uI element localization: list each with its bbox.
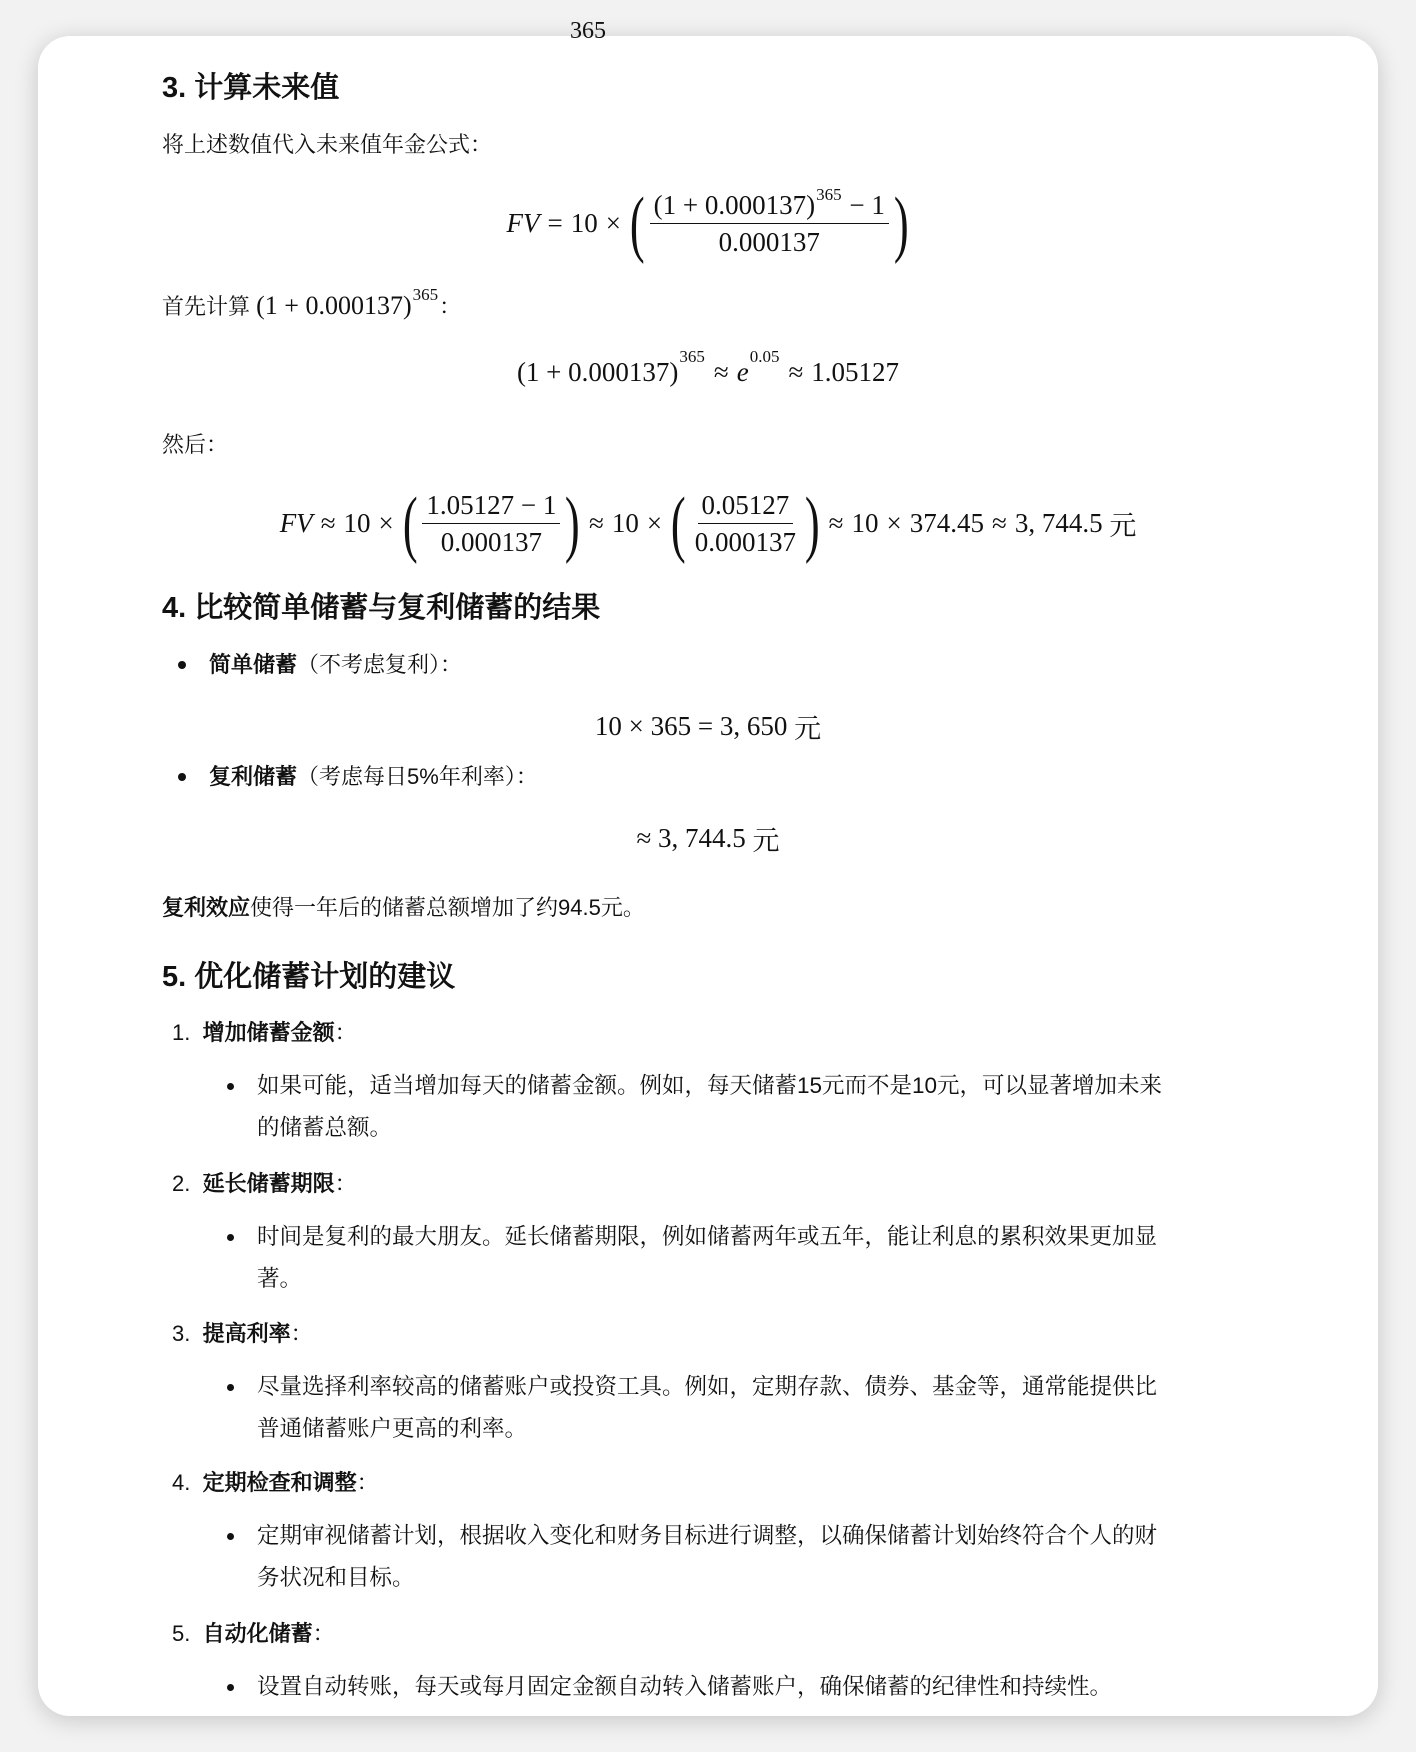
bullet-icon: [227, 1384, 234, 1391]
item-detail-line: 的储蓄总额。: [257, 1115, 393, 1140]
simple-formula: [38, 708, 1378, 744]
item-colon: ：: [356, 1470, 379, 1495]
intro-text: 将上述数值代入未来值年金公式：: [162, 132, 493, 157]
ten: 10: [611, 508, 639, 538]
approx: ≈: [320, 508, 336, 538]
suggestion-item: [172, 1619, 335, 1649]
times: ×: [886, 508, 902, 538]
bullet-icon: [227, 1083, 234, 1090]
eq: =: [547, 208, 563, 238]
exp: 365: [679, 347, 705, 367]
item-detail-line: 著。: [257, 1266, 303, 1291]
result: 1.05127: [811, 356, 900, 387]
simple-savings-item: [209, 650, 462, 680]
item-detail-line: 如果可能，适当增加每天的储蓄金额。例如，每天储蓄15元而不是10元，可以显著增加未来: [257, 1073, 1163, 1098]
simple-label: 简单储蓄: [209, 652, 298, 677]
item-colon: ：: [312, 1621, 335, 1646]
denominator: 0.000137: [718, 227, 820, 257]
section-4-heading: 4. 比较简单储蓄与复利储蓄的结果: [162, 592, 601, 624]
formula-exp: [38, 347, 1378, 394]
numerator-base: (1 + 0.000137): [653, 190, 816, 220]
numerator: 0.05127: [698, 489, 794, 524]
then-text: 然后：: [162, 432, 229, 457]
bullet-icon: [178, 661, 186, 669]
item-label: 增加储蓄金额: [202, 1020, 335, 1045]
paren-right: ): [565, 482, 581, 565]
base: (1 + 0.000137): [516, 356, 679, 387]
approx: ≈: [991, 508, 1007, 538]
denominator: 0.000137: [694, 527, 797, 557]
approx: ≈: [713, 356, 729, 387]
section-5-heading: 5. 优化储蓄计划的建议: [162, 961, 456, 993]
item-number: 3.: [172, 1321, 191, 1346]
paren-right: ): [804, 482, 820, 565]
section-3-heading: 3. 计算未来值: [162, 72, 340, 104]
item-detail-line: 定期审视储蓄计划，根据收入变化和财务目标进行调整，以确保储蓄计划始终符合个人的财: [257, 1523, 1158, 1548]
paren-left: (: [629, 182, 645, 265]
suggestion-item: [172, 1169, 357, 1199]
bullet-icon: [227, 1533, 234, 1540]
item-number: 4.: [172, 1470, 191, 1495]
compound-savings-item: [209, 762, 538, 792]
simple-note: （不考虑复利）：: [297, 652, 463, 677]
fraction: [650, 184, 889, 258]
item-detail-line: 尽量选择利率较高的储蓄账户或投资工具。例如，定期存款、债券、基金等，通常能提供比: [257, 1374, 1158, 1399]
unit: 元: [752, 825, 780, 856]
exponent: 365: [816, 184, 842, 204]
approx: ≈: [788, 356, 804, 387]
suggestion-item: [172, 1468, 379, 1498]
result: 3, 744.5: [1014, 508, 1103, 538]
fv-symbol: FV: [506, 208, 540, 238]
denominator: 0.000137: [440, 527, 543, 557]
cutoff-math: 365: [570, 18, 606, 44]
item-number: 2.: [172, 1171, 191, 1196]
first-calc-text: [162, 284, 462, 322]
first-expr: (1 + 0.000137): [256, 291, 412, 320]
ten: 10: [570, 208, 598, 238]
approx: ≈: [828, 508, 844, 538]
item-number: 5.: [172, 1621, 191, 1646]
suggestion-item: [172, 1319, 313, 1349]
formula-fv-result: [38, 476, 1378, 571]
item-colon: ：: [290, 1321, 313, 1346]
item-label: 延长储蓄期限: [202, 1171, 335, 1196]
unit: 元: [794, 713, 822, 744]
times: ×: [605, 208, 621, 238]
e-exp: 0.05: [749, 347, 780, 367]
fv-symbol: FV: [279, 508, 313, 538]
ten: 10: [851, 508, 879, 538]
item-detail-line: 设置自动转账，每天或每月固定金额自动转入储蓄账户，确保储蓄的纪律性和持续性。: [257, 1674, 1113, 1699]
item-detail-line: 时间是复利的最大朋友。延长储蓄期限，例如储蓄两年或五年，能让利息的累积效果更加显: [257, 1224, 1158, 1249]
item-label: 自动化储蓄: [202, 1621, 313, 1646]
effect-bold: 复利效应: [162, 895, 251, 920]
times: ×: [646, 508, 663, 538]
content-card: [38, 18, 1378, 1716]
compound-note: （考虑每日5%年利率）：: [297, 764, 538, 789]
suggestion-item: [172, 1018, 357, 1048]
item-colon: ：: [334, 1171, 357, 1196]
paren-left: (: [402, 482, 418, 565]
formula-fv: [38, 176, 1378, 271]
compound-label: 复利储蓄: [209, 764, 298, 789]
item-number: 1.: [172, 1020, 191, 1045]
bullet-icon: [178, 773, 186, 781]
first-exp: 365: [412, 284, 439, 304]
times: ×: [378, 508, 394, 538]
numerator: 1.05127 − 1: [422, 489, 560, 524]
item-colon: ：: [334, 1020, 357, 1045]
paren-right: ): [893, 182, 909, 265]
ten: 10: [343, 508, 371, 538]
item-label: 提高利率: [202, 1321, 291, 1346]
mid-value: 374.45: [909, 508, 984, 538]
formula: 10 × 365 = 3, 650: [594, 710, 788, 741]
e: e: [736, 356, 749, 387]
item-label: 定期检查和调整: [202, 1470, 357, 1495]
effect-rest: 使得一年后的储蓄总额增加了约94.5元。: [250, 895, 645, 920]
unit: 元: [1109, 511, 1137, 541]
first-label: 首先计算: [162, 294, 251, 319]
item-detail-line: 务状况和目标。: [257, 1565, 415, 1590]
effect-text: [162, 893, 645, 923]
formula: ≈ 3, 744.5: [636, 822, 746, 853]
item-detail-line: 普通储蓄账户更高的利率。: [257, 1416, 528, 1441]
colon: ：: [439, 294, 462, 319]
paren-left: (: [671, 482, 686, 565]
compound-formula: [38, 820, 1378, 856]
approx: ≈: [589, 508, 604, 538]
numerator-tail: − 1: [849, 190, 885, 220]
bullet-icon: [227, 1684, 234, 1691]
fraction-1: [422, 489, 560, 558]
fraction-2: [691, 489, 800, 558]
bullet-icon: [227, 1234, 234, 1241]
